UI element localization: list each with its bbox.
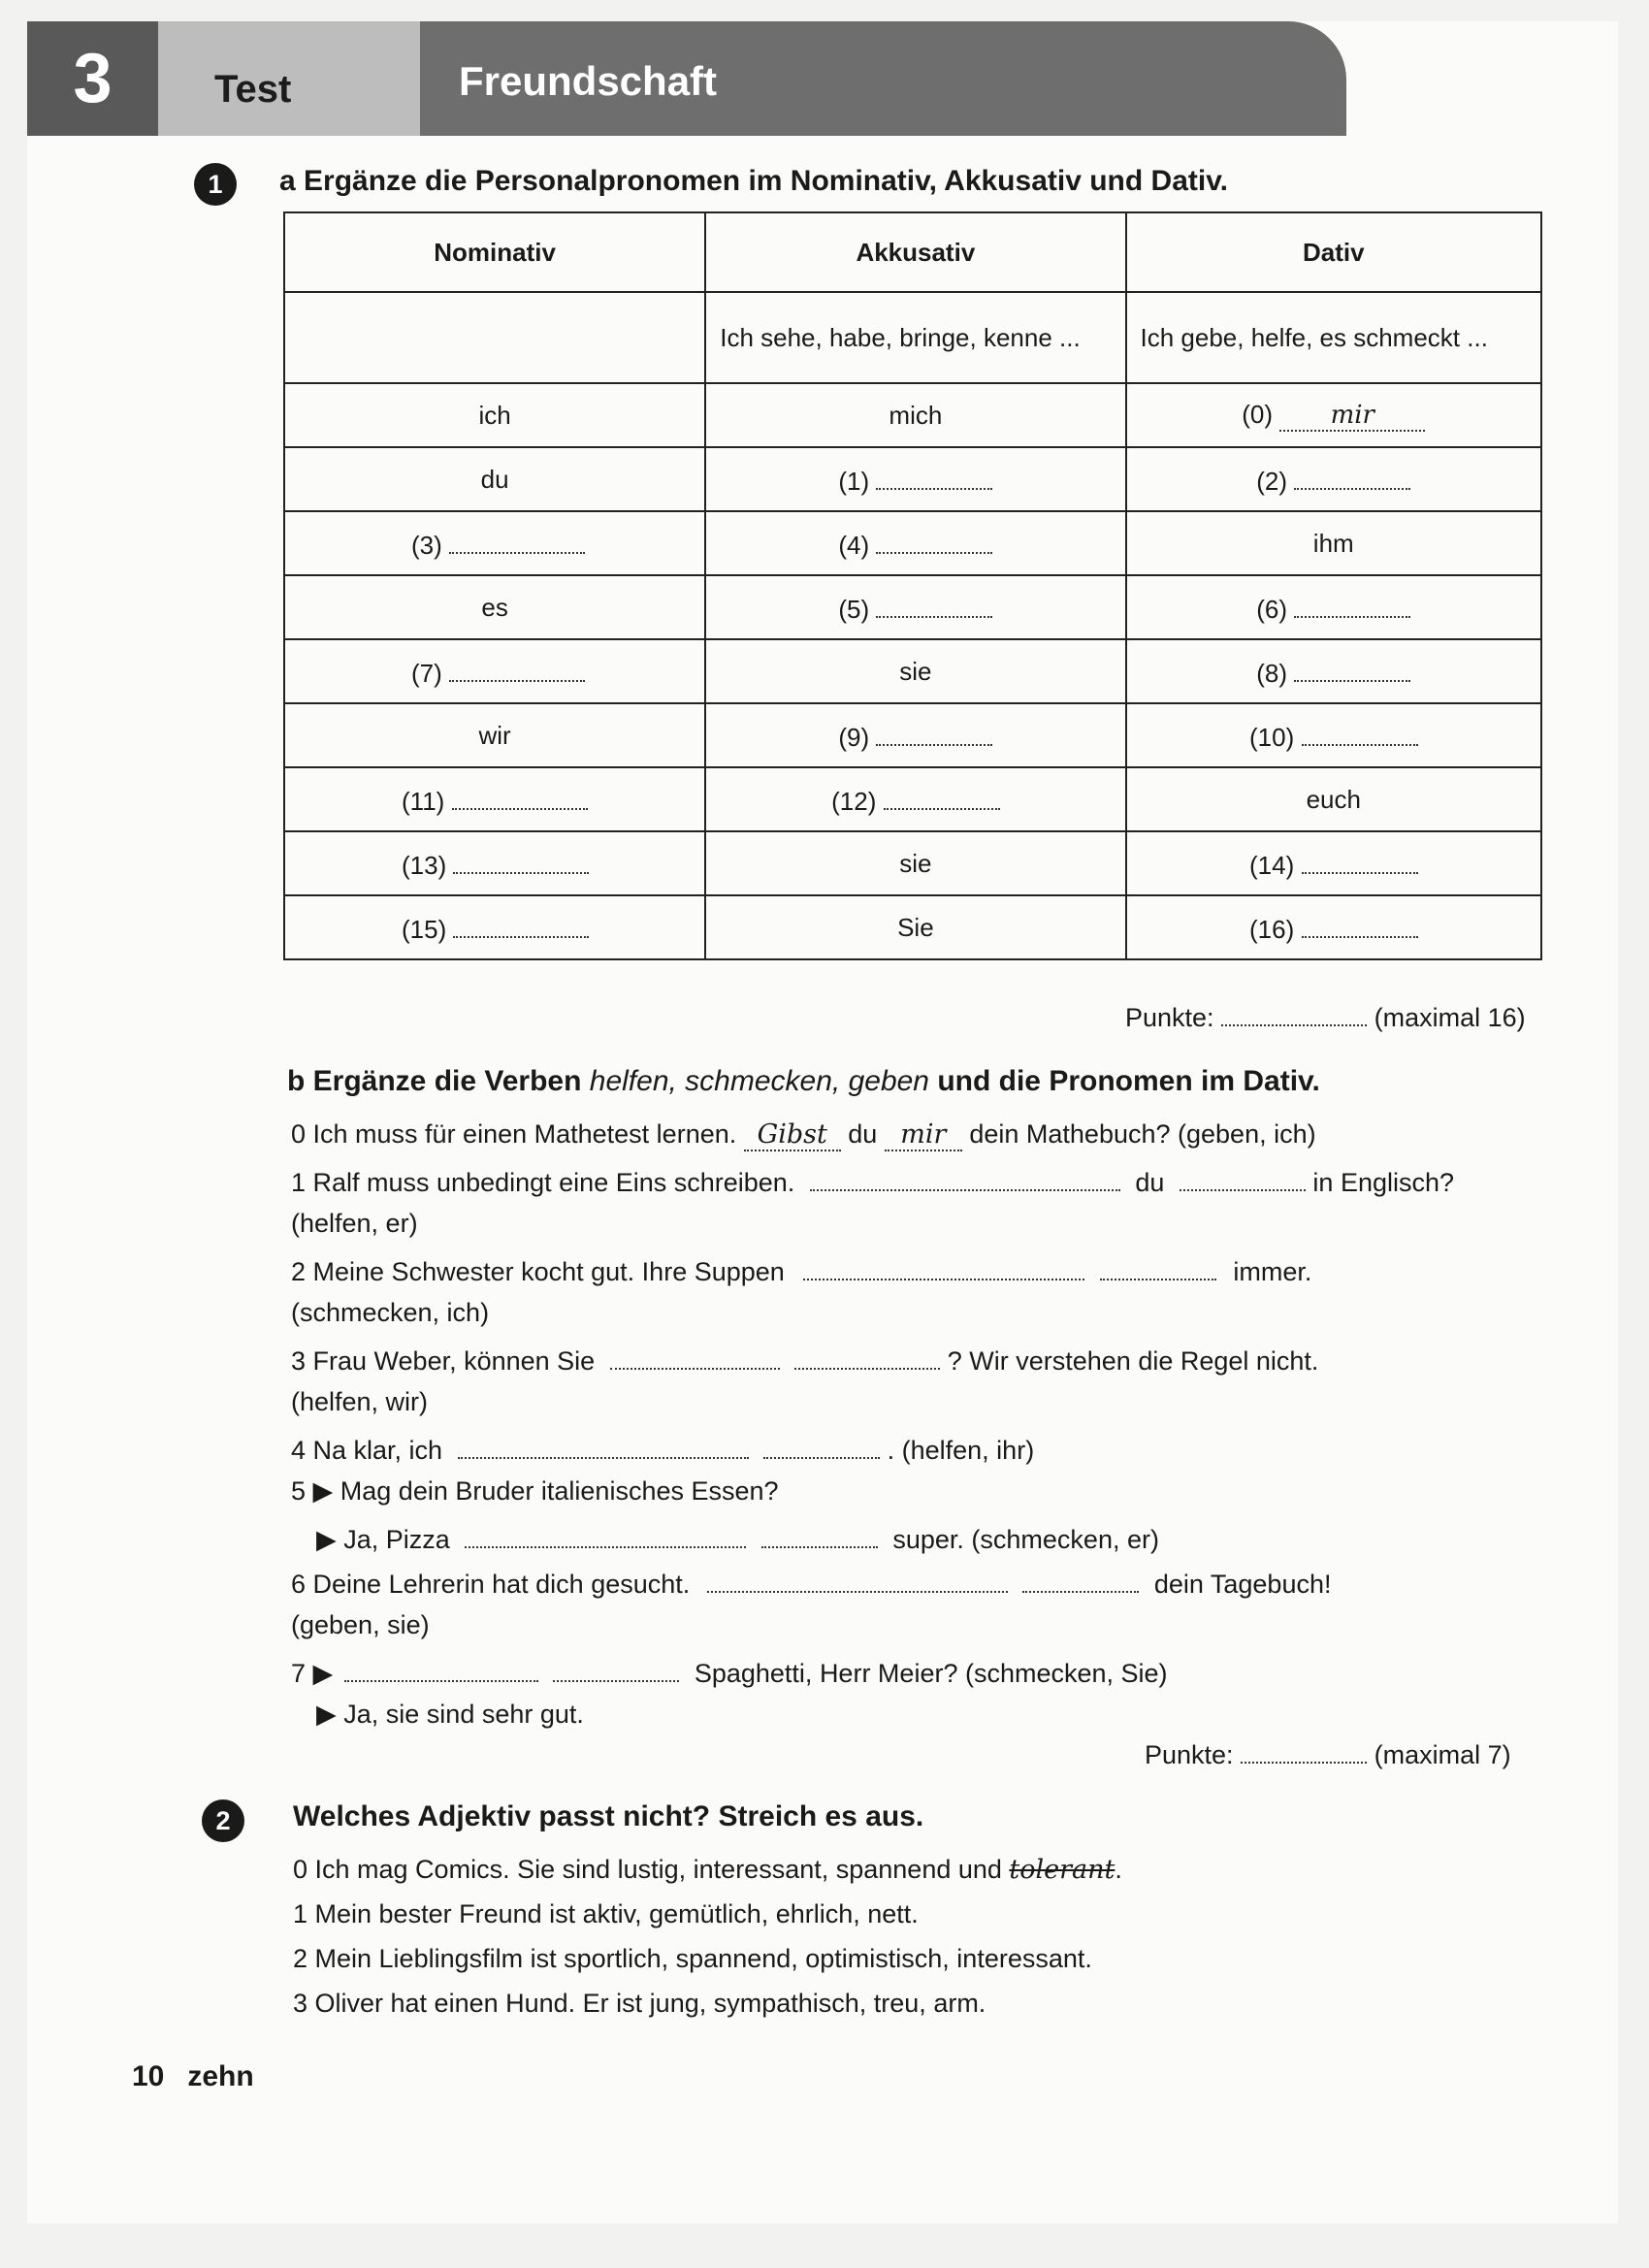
heading-part: b Ergänze die Verben — [287, 1065, 590, 1097]
sentence-6 — [291, 1566, 1331, 1600]
blank-number: (5) — [838, 594, 870, 624]
hint-3: (helfen, wir) — [291, 1387, 429, 1416]
chapter-number: 3 — [27, 21, 158, 136]
cell-akk: sie — [705, 831, 1125, 895]
points-field[interactable] — [1221, 999, 1367, 1026]
answer-verb: Gibst — [744, 1119, 841, 1151]
blank-field[interactable] — [876, 719, 992, 746]
sentence-0 — [291, 1119, 1316, 1151]
blank-field[interactable] — [1294, 591, 1410, 618]
answer-pronoun: mir — [885, 1119, 962, 1151]
blank-number: (16) — [1249, 914, 1295, 944]
blank-field[interactable] — [1302, 911, 1418, 938]
adjective-item-3: 3 Oliver hat einen Hund. Er ist jung, sympathisch, treu, arm. — [293, 1989, 986, 2018]
sentence-text: du — [848, 1119, 878, 1149]
cell-akk: mich — [705, 383, 1125, 447]
answer-mir: mir — [1279, 401, 1425, 432]
blank-field[interactable] — [1302, 847, 1418, 874]
blank-number: (4) — [838, 530, 870, 560]
blank-field[interactable] — [876, 591, 992, 618]
points-field[interactable] — [1241, 1736, 1367, 1764]
blank-number: (0) — [1242, 399, 1274, 429]
table-row — [284, 511, 1541, 575]
blank-field[interactable] — [449, 655, 585, 682]
sentence-text: Spaghetti, Herr Meier? (schmecken, Sie) — [694, 1659, 1168, 1688]
sub-nominativ — [284, 292, 705, 383]
adjective-item-2: 2 Mein Lieblingsfilm ist sportlich, spannend, optimistisch, interessant. — [293, 1944, 1092, 1973]
blank-field[interactable] — [1100, 1253, 1216, 1280]
table-row — [284, 895, 1541, 959]
cell-dat: ihm — [1126, 511, 1541, 575]
sentence-text: 0 Ich mag Comics. Sie sind lustig, interessant, spannend und — [293, 1855, 1002, 1884]
sentence-text: 0 Ich muss für einen Mathetest lernen. — [291, 1119, 737, 1149]
blank-field[interactable] — [707, 1566, 1008, 1593]
sentence-5: 5 ▶ Mag dein Bruder italienisches Essen? — [291, 1476, 779, 1506]
sentence-text: super. (schmecken, er) — [892, 1525, 1159, 1554]
points-1a — [1125, 999, 1526, 1033]
sentence-text: dein Mathebuch? (geben, ich) — [969, 1119, 1316, 1149]
blank-number: (14) — [1249, 850, 1295, 880]
blank-number: (11) — [402, 786, 445, 816]
page-header — [27, 21, 1346, 136]
blank-field[interactable] — [458, 1432, 749, 1459]
table-row — [284, 831, 1541, 895]
adjective-item-0 — [293, 1855, 1122, 1885]
blank-field[interactable] — [453, 847, 589, 874]
sentence-text: in Englisch? — [1312, 1168, 1455, 1197]
exercise-1a-heading: a Ergänze die Personalpronomen im Nominativ, Akkusativ und Dativ. — [279, 165, 1229, 197]
blank-number: (3) — [411, 530, 442, 560]
table-row — [284, 383, 1541, 447]
table-row — [284, 447, 1541, 511]
blank-field[interactable] — [553, 1655, 679, 1682]
sub-dativ: Ich gebe, helfe, es schmeckt ... — [1126, 292, 1541, 383]
struck-adjective: tolerant — [1009, 1855, 1116, 1885]
exercise-2-badge: 2 — [202, 1799, 244, 1842]
page-footer — [132, 2060, 254, 2093]
pronoun-table — [283, 211, 1542, 960]
sentence-text: . (helfen, ihr) — [887, 1436, 1035, 1465]
blank-field[interactable] — [1302, 719, 1418, 746]
heading-part: und die Pronomen im Dativ. — [929, 1065, 1320, 1097]
cell-dat: euch — [1126, 767, 1541, 831]
blank-field[interactable] — [449, 527, 585, 554]
blank-field[interactable] — [803, 1253, 1084, 1280]
points-max: (maximal 16) — [1374, 1003, 1526, 1032]
points-max: (maximal 7) — [1374, 1740, 1511, 1769]
blank-number: (8) — [1256, 658, 1288, 688]
sentence-7 — [291, 1655, 1168, 1689]
sentence-5-answer — [316, 1521, 1159, 1555]
period: . — [1115, 1855, 1122, 1884]
sentence-text: 7 ▶ — [291, 1659, 334, 1688]
sentence-text: du — [1135, 1168, 1165, 1197]
hint-2: (schmecken, ich) — [291, 1298, 490, 1327]
sentence-text: 6 Deine Lehrerin hat dich gesucht. — [291, 1570, 691, 1599]
blank-number: (15) — [402, 914, 447, 944]
blank-field[interactable] — [761, 1521, 878, 1548]
sentence-text: ▶ Ja, Pizza — [316, 1525, 450, 1554]
blank-field[interactable] — [794, 1343, 940, 1370]
points-label: Punkte: — [1125, 1003, 1214, 1032]
blank-number: (7) — [411, 658, 442, 688]
col-header-dativ: Dativ — [1126, 212, 1541, 292]
blank-number: (9) — [838, 722, 870, 752]
cell-nom: ich — [284, 383, 705, 447]
sentence-4 — [291, 1432, 1034, 1466]
sentence-text: 1 Ralf muss unbedingt eine Eins schreiben. — [291, 1168, 795, 1197]
sentence-2 — [291, 1253, 1311, 1287]
blank-number: (1) — [838, 466, 870, 496]
table-row — [284, 703, 1541, 767]
col-header-akkusativ: Akkusativ — [705, 212, 1125, 292]
exercise-2-heading: Welches Adjektiv passt nicht? Streich es aus. — [293, 1800, 924, 1832]
hint-6: (geben, sie) — [291, 1610, 430, 1639]
cell-nom: du — [284, 447, 705, 511]
table-row — [284, 639, 1541, 703]
sentence-text: 3 Frau Weber, können Sie — [291, 1346, 596, 1376]
page-number: 10 — [132, 2060, 165, 2092]
blank-number: (2) — [1256, 466, 1288, 496]
sentence-text: dein Tagebuch! — [1153, 1570, 1332, 1599]
sub-akkusativ: Ich sehe, habe, bringe, kenne ... — [705, 292, 1125, 383]
blank-field[interactable] — [1294, 463, 1410, 490]
blank-field[interactable] — [1180, 1164, 1306, 1191]
exercise-1b-heading — [287, 1065, 1320, 1098]
page-word: zehn — [187, 2060, 254, 2092]
blank-number: (12) — [831, 786, 877, 816]
sentence-3 — [291, 1343, 1318, 1377]
table-row — [284, 575, 1541, 639]
exercise-1-badge: 1 — [194, 163, 237, 206]
blank-field[interactable] — [1294, 655, 1410, 682]
blank-number: (6) — [1256, 594, 1288, 624]
blank-field[interactable] — [884, 783, 1000, 810]
sentence-text: 4 Na klar, ich — [291, 1436, 443, 1465]
col-header-nominativ: Nominativ — [284, 212, 705, 292]
sentence-1 — [291, 1164, 1454, 1198]
blank-field[interactable] — [763, 1432, 880, 1459]
blank-field[interactable] — [452, 783, 588, 810]
adjective-item-1: 1 Mein bester Freund ist aktiv, gemütlich, ehrlich, nett. — [293, 1899, 919, 1928]
sentence-text: immer. — [1233, 1257, 1312, 1286]
cell-akk: sie — [705, 639, 1125, 703]
sentence-text: 2 Meine Schwester kocht gut. Ihre Suppen — [291, 1257, 785, 1286]
points-1b — [1145, 1736, 1511, 1770]
blank-number: (10) — [1249, 722, 1295, 752]
table-row — [284, 767, 1541, 831]
blank-field[interactable] — [1022, 1566, 1139, 1593]
blank-field[interactable] — [344, 1655, 538, 1682]
blank-field[interactable] — [876, 463, 992, 490]
page-title: Freundschaft — [420, 21, 1346, 136]
blank-number: (13) — [402, 850, 447, 880]
points-label: Punkte: — [1145, 1740, 1234, 1769]
heading-verbs: helfen, schmecken, geben — [589, 1065, 929, 1097]
cell-akk: Sie — [705, 895, 1125, 959]
sentence-7-answer: ▶ Ja, sie sind sehr gut. — [316, 1700, 584, 1729]
sentence-text: ? Wir verstehen die Regel nicht. — [947, 1346, 1319, 1376]
cell-nom: wir — [284, 703, 705, 767]
section-label: Test — [158, 21, 420, 136]
blank-field[interactable] — [453, 911, 589, 938]
blank-field[interactable] — [810, 1164, 1120, 1191]
cell-nom: es — [284, 575, 705, 639]
blank-field[interactable] — [876, 527, 992, 554]
hint-1: (helfen, er) — [291, 1209, 418, 1238]
blank-field[interactable] — [465, 1521, 746, 1548]
blank-field[interactable] — [610, 1343, 780, 1370]
